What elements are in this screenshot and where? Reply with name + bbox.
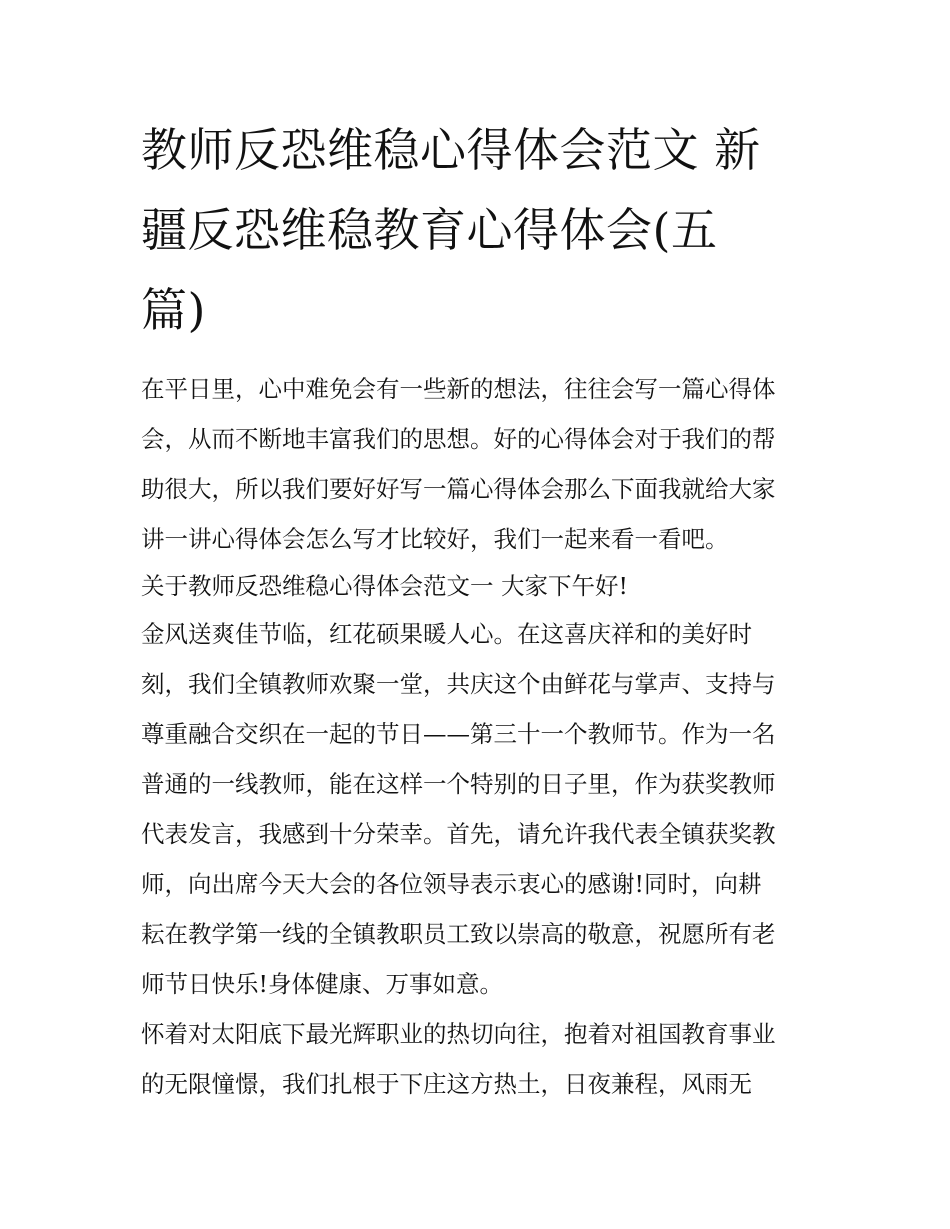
text-line: 代表发言，我感到十分荣幸。首先，请允许我代表全镇获奖教 (141, 820, 776, 848)
text-line: 刻，我们全镇教师欢聚一堂，共庆这个由鲜花与掌声、支持与 (141, 670, 776, 698)
document-page (141, 110, 811, 1109)
text-line: 尊重融合交织在一起的节日——第三十一个教师节。作为一名 (141, 720, 776, 748)
title-line: 教师反恐维稳心得体会范文 新 (141, 123, 761, 177)
title-line: 篇) (141, 283, 206, 337)
document-title (141, 110, 811, 350)
title-line: 疆反恐维稳教育心得体会(五 (141, 203, 718, 257)
text-line: 在平日里，心中难免会有一些新的想法，往往会写一篇心得体 (141, 375, 776, 403)
document-body (141, 364, 811, 1109)
text-line: 师，向出席今天大会的各位领导表示衷心的感谢!同时，向耕 (141, 870, 762, 898)
text-line: 师节日快乐!身体健康、万事如意。 (141, 970, 503, 998)
body-paragraph (141, 1009, 811, 1109)
text-line: 的无限憧憬，我们扎根于下庄这方热土，日夜兼程，风雨无 (141, 1070, 752, 1098)
section-heading-paragraph (141, 564, 811, 609)
text-line: 讲一讲心得体会怎么写才比较好，我们一起来看一看吧。 (141, 525, 729, 553)
text-line: 会，从而不断地丰富我们的思想。好的心得体会对于我们的帮 (141, 425, 776, 453)
text-line: 关于教师反恐维稳心得体会范文一 大家下午好! (141, 572, 628, 600)
text-line: 助很大，所以我们要好好写一篇心得体会那么下面我就给大家 (141, 475, 776, 503)
text-line: 普通的一线教师，能在这样一个特别的日子里，作为获奖教师 (141, 770, 776, 798)
text-line: 怀着对太阳底下最光辉职业的热切向往，抱着对祖国教育事业 (141, 1020, 776, 1048)
text-line: 金风送爽佳节临，红花硕果暖人心。在这喜庆祥和的美好时 (141, 620, 752, 648)
body-paragraph (141, 609, 811, 1009)
intro-paragraph (141, 364, 811, 564)
text-line: 耘在教学第一线的全镇教职员工致以崇高的敬意，祝愿所有老 (141, 920, 776, 948)
